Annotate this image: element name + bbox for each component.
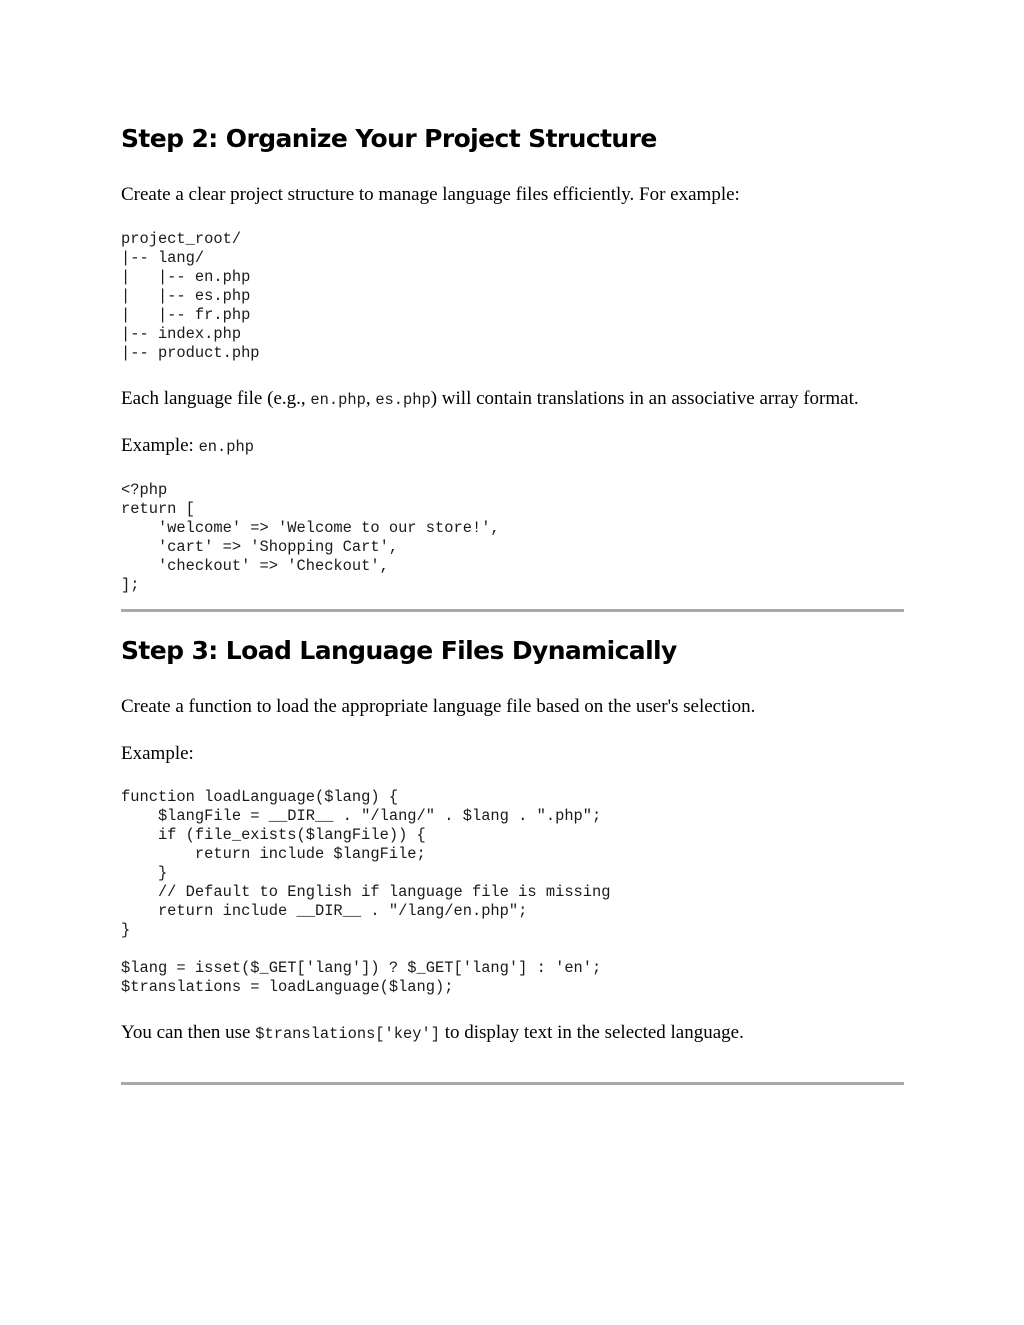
description-separator: , bbox=[365, 388, 376, 409]
example-en-label bbox=[121, 434, 254, 459]
inline-code-es: es.php bbox=[375, 391, 431, 409]
language-file-description bbox=[121, 387, 921, 412]
example-file-name: en.php bbox=[198, 438, 254, 456]
project-tree-code-block: project_root/ |-- lang/ | |-- en.php | |-- es.php | |-- fr.php |-- index.php |-- product.php bbox=[121, 230, 260, 362]
usage-text-end: to display text in the selected language. bbox=[439, 1022, 744, 1043]
description-text-start: Each language file (e.g., bbox=[121, 388, 311, 409]
description-text-end: ) will contain translations in an associative array format. bbox=[430, 388, 859, 409]
inline-code-en: en.php bbox=[310, 391, 366, 409]
usage-description bbox=[121, 1021, 904, 1046]
step2-heading: Step 2: Organize Your Project Structure bbox=[121, 124, 657, 153]
inline-code-translations-key: $translations['key'] bbox=[255, 1025, 440, 1043]
step3-heading: Step 3: Load Language Files Dynamically bbox=[121, 636, 677, 665]
step3-intro: Create a function to load the appropriate language file based on the user's selection. bbox=[121, 696, 756, 717]
usage-text-start: You can then use bbox=[121, 1022, 256, 1043]
step3-example-label: Example: bbox=[121, 743, 194, 764]
load-language-code-block: function loadLanguage($lang) { $langFile = __DIR__ . "/lang/" . $lang . ".php"; if (file_exists($langFile)) { return include $langFile; } // Default to English if language file is missing return include __DIR__ . "/lang/en.php"; } $lang = isset($_GET['lang']) ? $_GET['lang'] : 'en'; $translations = loadLanguage($lang); bbox=[121, 788, 611, 996]
section-divider-bottom bbox=[121, 1082, 904, 1085]
en-php-code-block: <?php return [ 'welcome' => 'Welcome to our store!', 'cart' => 'Shopping Cart', 'checkout' => 'Checkout', ]; bbox=[121, 481, 500, 594]
step2-intro: Create a clear project structure to manage language files efficiently. For example: bbox=[121, 184, 740, 205]
example-label-text: Example: bbox=[121, 435, 199, 456]
section-divider bbox=[121, 609, 904, 612]
